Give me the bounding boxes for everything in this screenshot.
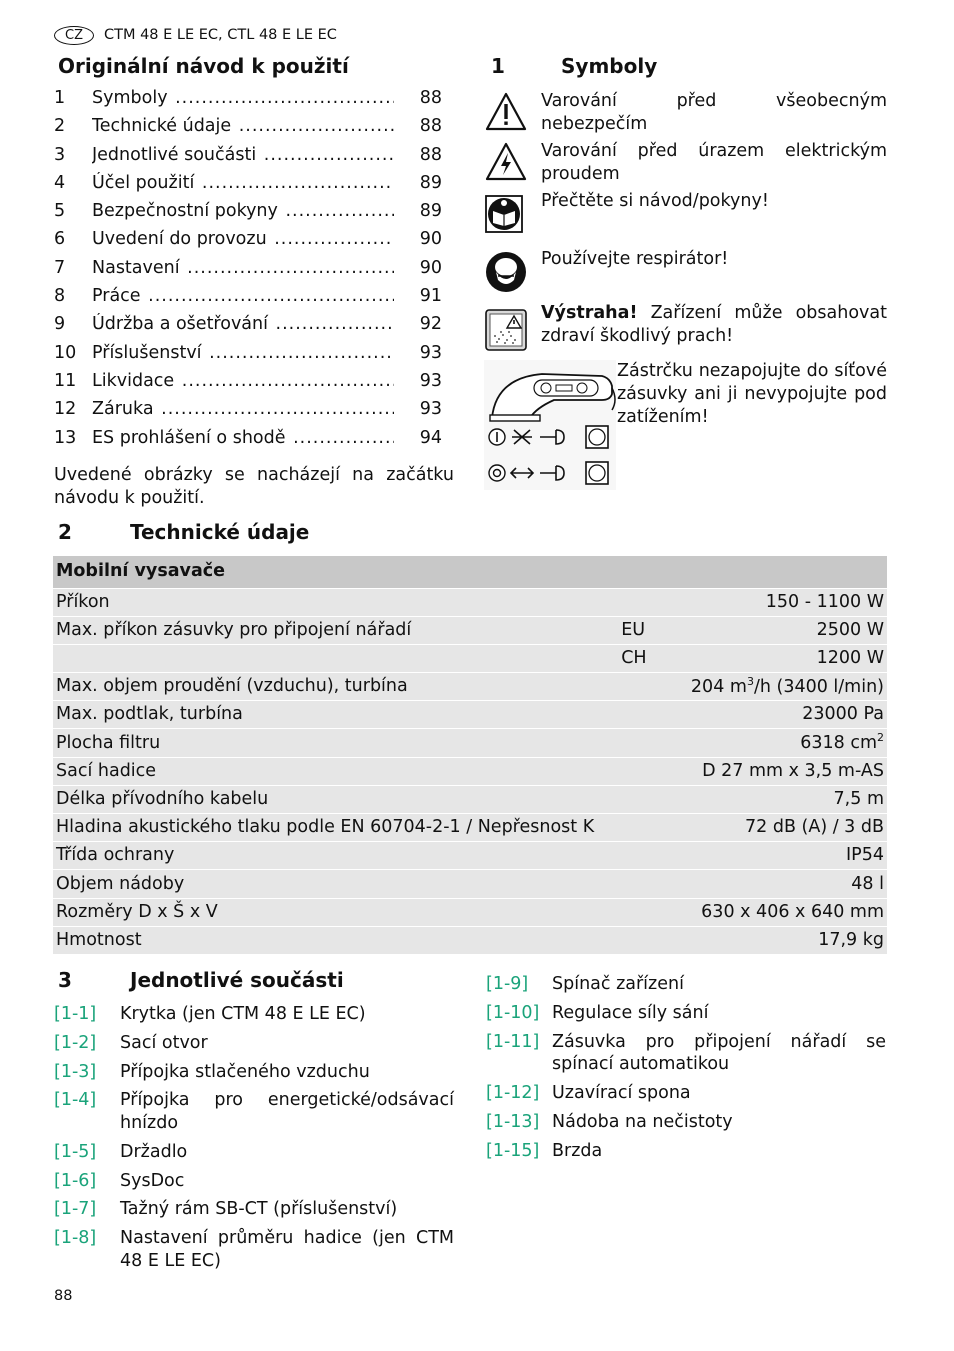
symbol-text: Výstraha! Zařízení může obsahovat zdraví škodlivý prach!	[541, 303, 887, 346]
list-item	[54, 1141, 454, 1164]
spec-region	[597, 701, 688, 729]
symbol-row	[484, 249, 729, 294]
list-item	[54, 1061, 454, 1084]
part-ref: [1-7]	[54, 1199, 97, 1220]
toc-number: 5	[54, 201, 66, 222]
page-header	[54, 26, 337, 45]
figures-note: Uvedené obrázky se nacházejí na začátku návodu k použití.	[54, 465, 454, 508]
toc-label: Technické údaje .....	[92, 115, 394, 138]
toc-item[interactable]	[54, 342, 442, 370]
spec-table	[53, 556, 887, 954]
part-label: Tažný rám SB-CT (příslušenství)	[120, 1199, 398, 1220]
toc-label: Záruka .....	[92, 398, 394, 421]
toc-number: 11	[54, 370, 77, 391]
spec-value: IP54	[688, 842, 887, 870]
table-row	[53, 814, 887, 842]
toc-item[interactable]	[54, 398, 442, 426]
part-label: Nádoba na nečistoty	[552, 1111, 733, 1132]
list-item	[54, 1227, 454, 1273]
part-ref: [1-5]	[54, 1141, 97, 1162]
toc-label: ES prohlášení o shodě .....	[92, 427, 394, 450]
toc-number: 2	[54, 116, 66, 137]
spec-value: D 27 mm x 3,5 m-AS	[688, 757, 887, 785]
spec-label: Rozměry D x Š x V	[53, 898, 597, 926]
spec-table-header: Mobilní vysavače	[53, 556, 887, 588]
part-label: Nastavení průměru hadice (jen CTM 48 E LE EC)	[120, 1228, 454, 1271]
spec-region: CH	[597, 644, 688, 672]
part-ref: [1-10]	[486, 1002, 540, 1023]
toc-page: 90	[419, 229, 442, 250]
toc-item[interactable]	[54, 172, 442, 200]
list-item	[486, 1111, 886, 1134]
spec-label: Délka přívodního kabelu	[53, 785, 597, 813]
toc-page: 91	[419, 286, 442, 307]
spec-value: 17,9 kg	[688, 926, 887, 954]
respirator-icon	[484, 250, 528, 294]
table-row	[53, 870, 887, 898]
part-ref: [1-3]	[54, 1061, 97, 1082]
toc-number: 3	[54, 144, 66, 165]
part-ref: [1-9]	[486, 974, 529, 994]
toc-page: 90	[419, 257, 442, 278]
toc-label: Jednotlivé součásti .....	[92, 144, 394, 167]
spec-value: 6318 $cm^2$	[688, 729, 887, 757]
spec-label: Třída ochrany	[53, 842, 597, 870]
list-item	[486, 973, 886, 996]
toc-label: Práce .....	[92, 285, 394, 308]
toc-item[interactable]	[54, 313, 442, 341]
part-ref: [1-12]	[486, 1083, 540, 1103]
toc-page: 93	[419, 370, 442, 391]
list-item	[54, 1003, 454, 1026]
list-item	[54, 1170, 454, 1193]
toc-label: Údržba a ošetřování .....	[92, 313, 394, 336]
spec-label: Hmotnost	[53, 926, 597, 954]
model-names: CTM 48 E LE EC, CTL 48 E LE EC	[103, 27, 337, 44]
spec-value: 2500 W	[688, 616, 887, 644]
list-item	[486, 1082, 886, 1105]
toc-number: 1	[54, 88, 66, 108]
read-manual-icon	[484, 190, 528, 234]
toc-item[interactable]	[54, 200, 442, 228]
spec-label: Hladina akustického tlaku podle EN 60704-2-1 / Nepřesnost K	[53, 814, 597, 842]
toc-page: 88	[419, 116, 442, 137]
part-ref: [1-8]	[54, 1228, 97, 1248]
spec-region	[597, 673, 688, 701]
parts-list-right	[486, 973, 886, 1168]
toc-label: Příslušenství .....	[92, 342, 394, 365]
list-item	[54, 1032, 454, 1055]
spec-label: Max. podtlak, turbína	[53, 701, 597, 729]
toc-page: 93	[419, 399, 442, 420]
plug-tool-icon	[484, 360, 616, 490]
toc-label: Bezpečnostní pokyny .....	[92, 200, 394, 223]
table-row	[53, 588, 887, 616]
spec-value: 150 - 1100 W	[688, 588, 887, 616]
toc-item[interactable]	[54, 87, 442, 115]
part-ref: [1-2]	[54, 1032, 97, 1053]
spec-region	[597, 898, 688, 926]
list-item	[54, 1089, 454, 1135]
toc-page: 88	[419, 144, 442, 165]
toc-item[interactable]	[54, 144, 442, 172]
toc-number: 12	[54, 399, 77, 420]
harmful-dust-icon	[484, 308, 528, 352]
toc-label: Uvedení do provozu .....	[92, 228, 394, 251]
symbol-row	[484, 303, 887, 352]
symbol-text: Zástrčku nezapojujte do síťové zásuvky ani ji nevypojujte pod zatížením!	[617, 361, 887, 427]
toc-label: Symboly .....	[92, 87, 394, 110]
toc-label: Účel použití .....	[92, 172, 394, 195]
toc-page: 89	[419, 172, 442, 193]
table-row	[53, 926, 887, 954]
toc-number: 13	[54, 427, 77, 448]
toc-number: 9	[54, 314, 66, 335]
spec-label: Plocha filtru	[53, 729, 597, 757]
toc-page: 92	[419, 314, 442, 335]
part-label: Uzavírací spona	[552, 1083, 691, 1103]
table-row	[53, 898, 887, 926]
spec-label: Max. objem proudění (vzduchu), turbína	[53, 673, 597, 701]
table-row	[53, 673, 887, 701]
warning-label: Výstraha!	[541, 303, 638, 323]
parts-heading: 3 Jednotlivé součásti	[58, 968, 344, 992]
part-ref: [1-13]	[486, 1111, 540, 1132]
part-label: Spínač zařízení	[552, 974, 684, 994]
toc-item[interactable]	[54, 285, 442, 313]
toc-number: 6	[54, 229, 66, 250]
part-label: Zásuvka pro připojení nářadí se spínací automatikou	[552, 1031, 886, 1075]
symbol-text: Varování před všeobecným nebezpečím	[541, 91, 887, 134]
symbol-row	[484, 360, 887, 490]
spec-value: 48 l	[688, 870, 887, 898]
parts-list-left	[54, 1003, 454, 1279]
toc-item[interactable]	[54, 228, 442, 256]
part-label: SysDoc	[120, 1170, 185, 1191]
part-label: Regulace síly sání	[552, 1002, 709, 1023]
page-number: 88	[54, 1288, 73, 1304]
toc-label: Nastavení .....	[92, 257, 394, 280]
spec-value: 72 dB (A) / 3 dB	[688, 814, 887, 842]
part-ref: [1-4]	[54, 1090, 97, 1111]
symbol-text: Přečtěte si návod/pokyny!	[541, 191, 769, 211]
toc-number: 10	[54, 342, 77, 363]
toc-item[interactable]	[54, 257, 442, 285]
part-label: Sací otvor	[120, 1032, 208, 1053]
spec-region	[597, 785, 688, 813]
symbol-row	[484, 140, 887, 184]
spec-label: Objem nádoby	[53, 870, 597, 898]
spec-value: 204 $m^3/h$ (3400 l/min)	[688, 673, 887, 701]
part-label: Brzda	[552, 1140, 603, 1161]
language-badge: CZ	[54, 26, 94, 45]
symbol-text: Varování před úrazem elektrickým proudem	[541, 141, 887, 184]
table-row	[53, 644, 887, 672]
spec-region	[597, 926, 688, 954]
symbol-row	[484, 190, 769, 234]
spec-value: 23000 Pa	[688, 701, 887, 729]
spec-label	[53, 644, 597, 672]
list-item	[54, 1198, 454, 1221]
symbols-heading: 1 Symboly	[491, 54, 658, 78]
table-row	[53, 701, 887, 729]
toc-number: 4	[54, 172, 66, 193]
symbol-row	[484, 90, 887, 134]
toc-page: 88	[419, 88, 442, 108]
part-label: Držadlo	[120, 1141, 188, 1162]
spec-value: 7,5 m	[688, 785, 887, 813]
table-row	[53, 842, 887, 870]
toc-number: 8	[54, 286, 66, 307]
toc-page: 89	[419, 201, 442, 222]
table-row	[53, 729, 887, 757]
spec-region	[597, 588, 688, 616]
spec-label: Příkon	[53, 588, 597, 616]
spec-label: Sací hadice	[53, 757, 597, 785]
table-of-contents	[54, 87, 442, 455]
table-row	[53, 757, 887, 785]
symbol-text: Používejte respirátor!	[541, 249, 729, 269]
part-ref: [1-1]	[54, 1004, 97, 1024]
tech-heading: 2 Technické údaje	[58, 520, 310, 544]
table-row	[53, 785, 887, 813]
spec-region	[597, 870, 688, 898]
spec-region: EU	[597, 616, 688, 644]
part-label: Krytka (jen CTM 48 E LE EC)	[120, 1004, 366, 1024]
part-label: Přípojka pro energetické/odsávací hnízdo	[120, 1090, 454, 1133]
spec-value: 1200 W	[688, 644, 887, 672]
toc-number: 7	[54, 257, 66, 278]
part-ref: [1-15]	[486, 1140, 540, 1161]
toc-item[interactable]	[54, 427, 442, 455]
list-item	[486, 1140, 886, 1163]
toc-item[interactable]	[54, 370, 442, 398]
spec-value: 630 x 406 x 640 mm	[688, 898, 887, 926]
part-ref: [1-6]	[54, 1170, 97, 1191]
toc-label: Likvidace .....	[92, 370, 394, 393]
part-label: Přípojka stlačeného vzduchu	[120, 1061, 370, 1082]
spec-region	[597, 814, 688, 842]
toc-page: 93	[419, 342, 442, 363]
spec-region	[597, 729, 688, 757]
list-item	[486, 1031, 886, 1077]
list-item	[486, 1002, 886, 1025]
spec-region	[597, 842, 688, 870]
toc-title: Originální návod k použití	[58, 54, 349, 78]
toc-page: 94	[419, 427, 442, 448]
part-ref: [1-11]	[486, 1031, 540, 1052]
toc-item[interactable]	[54, 115, 442, 143]
table-row	[53, 616, 887, 644]
spec-region	[597, 757, 688, 785]
spec-label: Max. příkon zásuvky pro připojení nářadí	[53, 616, 597, 644]
electric-shock-warning-icon	[484, 140, 528, 184]
warning-triangle-icon	[484, 90, 528, 134]
